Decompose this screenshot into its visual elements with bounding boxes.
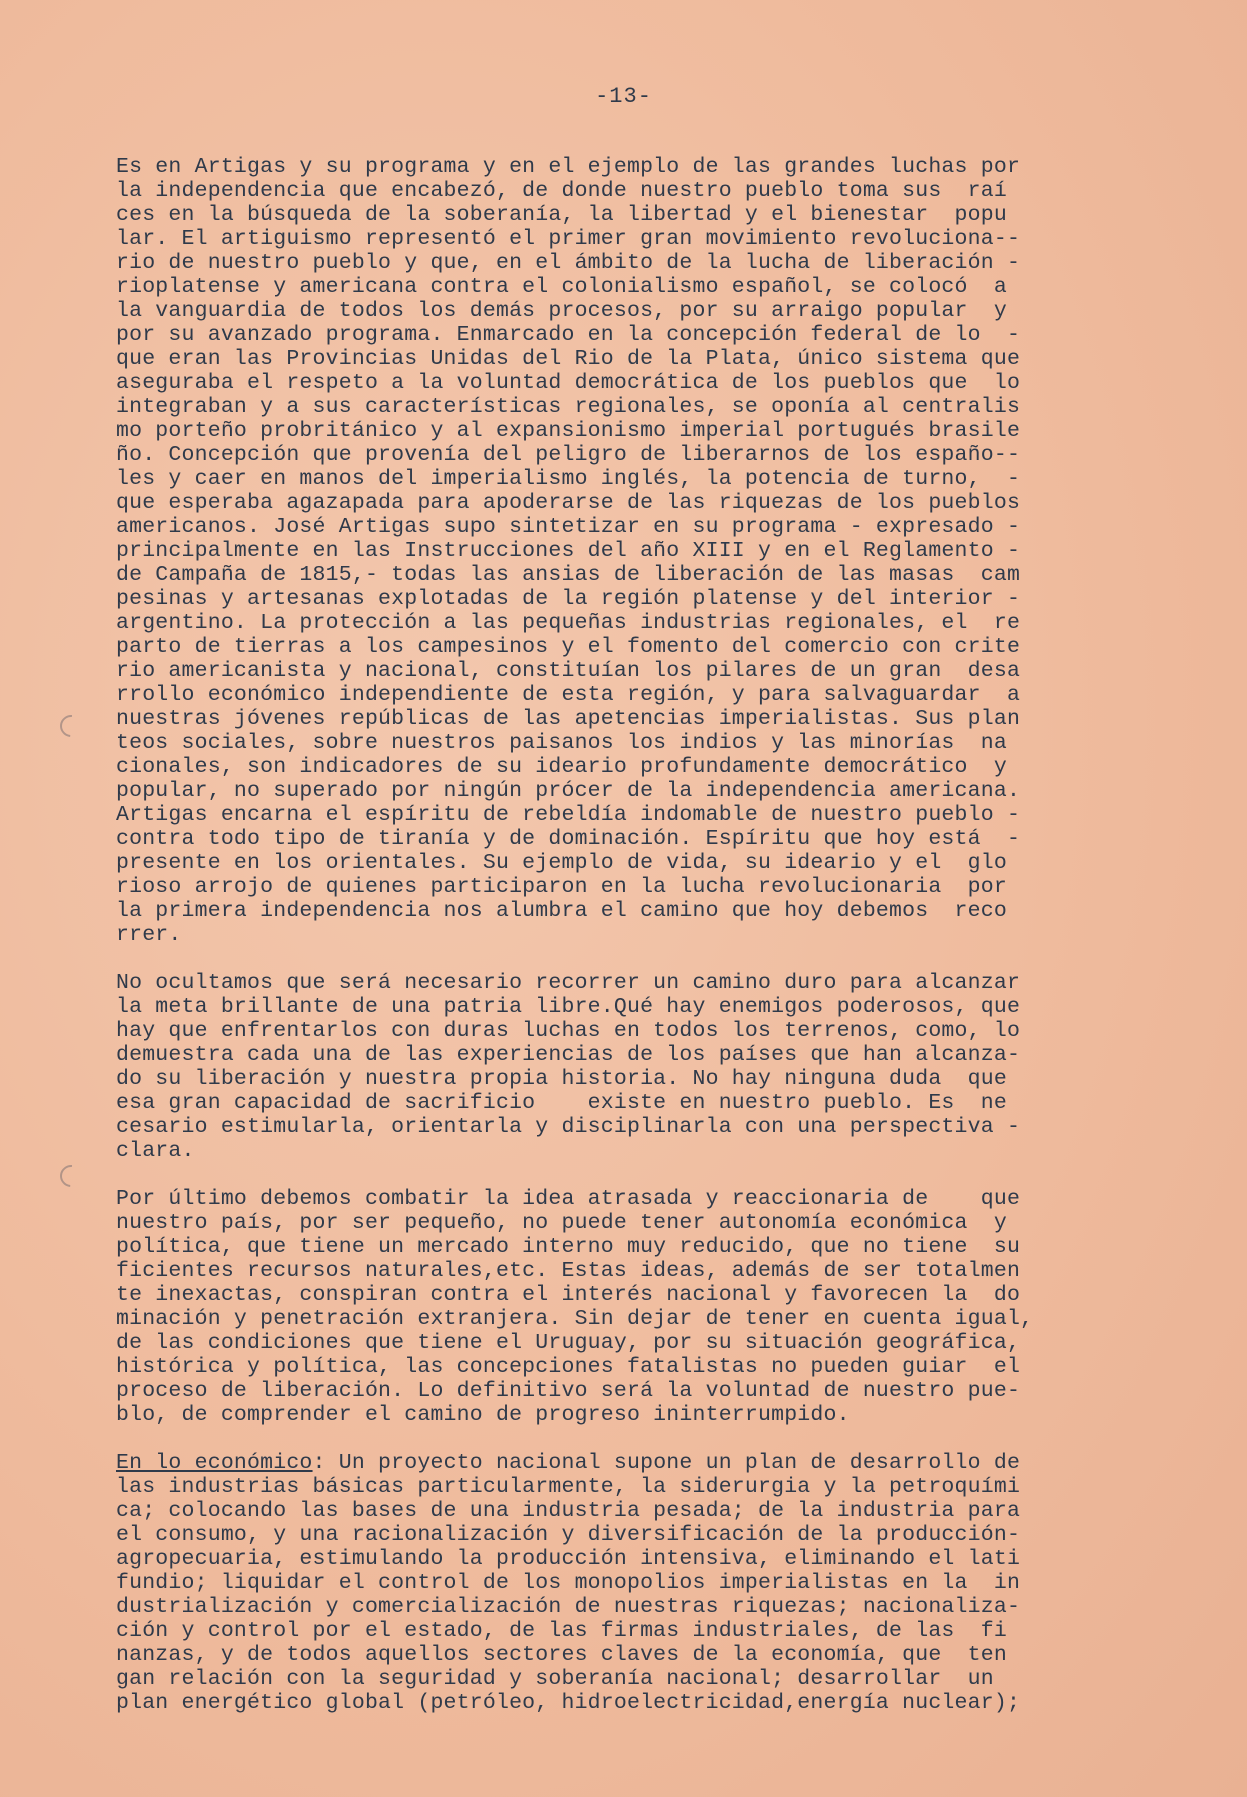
- text-line: la primera independencia nos alumbra el camino que hoy debemos reco: [116, 899, 1007, 923]
- text-line: que eran las Provincias Unidas del Rio de la Plata, único sistema que: [116, 347, 1021, 371]
- text-line: parto de tierras a los campesinos y el fomento del comercio con crite: [116, 635, 1021, 659]
- text-line: blo, de comprender el camino de progreso ininterrumpido.: [116, 1403, 850, 1427]
- text-line: nuestras jóvenes repúblicas de las apetencias imperialistas. Sus plan: [116, 707, 1021, 731]
- text-line: gan relación con la seguridad y soberanía nacional; desarrollar un: [116, 1667, 994, 1691]
- paragraph-camino: [116, 971, 1130, 1163]
- text-line: No ocultamos que será necesario recorrer un camino duro para alcanzar: [116, 971, 1021, 995]
- text-line: la vanguardia de todos los demás procesos, por su arraigo popular y: [116, 299, 1007, 323]
- text-line: nuestro país, por ser pequeño, no puede tener autonomía económica y: [116, 1211, 1007, 1235]
- text-line: ción y control por el estado, de las firmas industriales, de las fi: [116, 1619, 1007, 1643]
- text-line: Es en Artigas y su programa y en el ejemplo de las grandes luchas por: [116, 155, 1021, 179]
- paragraph-autonomia: [116, 1187, 1130, 1427]
- text-line: ño. Concepción que provenía del peligro de liberarnos de los españo--: [116, 443, 1021, 467]
- text-line: fundio; liquidar el control de los monopolios imperialistas en la in: [116, 1571, 1021, 1595]
- text-line: la meta brillante de una patria libre.Qué hay enemigos poderosos, que: [116, 995, 1021, 1019]
- text-line: teos sociales, sobre nuestros paisanos los indios y las minorías na: [116, 731, 1007, 755]
- text-line: ces en la búsqueda de la soberanía, la libertad y el bienestar popu: [116, 203, 1007, 227]
- text-line: clara.: [116, 1139, 195, 1163]
- text-line: el consumo, y una racionalización y diversificación de la producción-: [116, 1523, 1021, 1547]
- text-line: ca; colocando las bases de una industria pesada; de la industria para: [116, 1499, 1021, 1523]
- text-line: proceso de liberación. Lo definitivo será la voluntad de nuestro pue-: [116, 1379, 1021, 1403]
- text-line: presente en los orientales. Su ejemplo de vida, su ideario y el glo: [116, 851, 1007, 875]
- text-line: política, que tiene un mercado interno muy reducido, que no tiene su: [116, 1235, 1021, 1259]
- text-line: americanos. José Artigas supo sintetizar en su programa - expresado -: [116, 515, 1021, 539]
- text-line: lar. El artiguismo representó el primer gran movimiento revoluciona--: [116, 227, 1021, 251]
- document-body: [116, 155, 1130, 1739]
- text-line: las industrias básicas particularmente, la siderurgia y la petroquími: [116, 1475, 1021, 1499]
- text-line: pesinas y artesanas explotadas de la región platense y del interior -: [116, 587, 1021, 611]
- text-line: rioplatense y americana contra el colonialismo español, se colocó a: [116, 275, 1007, 299]
- text-line: rio americanista y nacional, constituían los pilares de un gran desa: [116, 659, 1021, 683]
- text-line: mo porteño probritánico y al expansionismo imperial portugués brasile: [116, 419, 1021, 443]
- text-line: do su liberación y nuestra propia historia. No hay ninguna duda que: [116, 1067, 1007, 1091]
- text-line: integraban y a sus características regionales, se oponía al centralis: [116, 395, 1021, 419]
- text-line: rrer.: [116, 923, 182, 947]
- punch-hole-mark: [56, 1161, 87, 1192]
- paragraph-artigas: [116, 155, 1130, 947]
- punch-hole-mark: [56, 711, 87, 742]
- text-line: aseguraba el respeto a la voluntad democrática de los pueblos que lo: [116, 371, 1021, 395]
- text-line: demuestra cada una de las experiencias de los países que han alcanza-: [116, 1043, 1021, 1067]
- section-heading: En lo económico: [116, 1451, 313, 1475]
- page-number: -13-: [595, 84, 652, 109]
- text-line: minación y penetración extranjera. Sin dejar de tener en cuenta igual,: [116, 1307, 1034, 1331]
- text-line: rrollo económico independiente de esta región, y para salvaguardar a: [116, 683, 1021, 707]
- text-line: contra todo tipo de tiranía y de dominación. Espíritu que hoy está -: [116, 827, 1021, 851]
- text-line: ficientes recursos naturales,etc. Estas ideas, además de ser totalmen: [116, 1259, 1021, 1283]
- text-line: les y caer en manos del imperialismo inglés, la potencia de turno, -: [116, 467, 1021, 491]
- paragraph-economico: [116, 1451, 1130, 1715]
- text-line: dustrialización y comercialización de nuestras riquezas; nacionaliza-: [116, 1595, 1021, 1619]
- text-line: histórica y política, las concepciones fatalistas no pueden guiar el: [116, 1355, 1021, 1379]
- text-line: principalmente en las Instrucciones del año XIII y en el Reglamento -: [116, 539, 1021, 563]
- text-line: rioso arrojo de quienes participaron en la lucha revolucionaria por: [116, 875, 1007, 899]
- text-fragment: : Un proyecto nacional supone un plan de desarrollo de: [312, 1451, 1021, 1475]
- text-line: esa gran capacidad de sacrificio existe en nuestro pueblo. Es ne: [116, 1091, 1007, 1115]
- text-line: de las condiciones que tiene el Uruguay, por su situación geográfica,: [116, 1331, 1021, 1355]
- text-line: te inexactas, conspiran contra el interés nacional y favorecen la do: [116, 1283, 1021, 1307]
- text-line: Por último debemos combatir la idea atrasada y reaccionaria de que: [116, 1187, 1021, 1211]
- text-line: nanzas, y de todos aquellos sectores claves de la economía, que ten: [116, 1643, 1007, 1667]
- text-line: agropecuaria, estimulando la producción intensiva, eliminando el lati: [116, 1547, 1021, 1571]
- text-line: [116, 1451, 1130, 1475]
- text-line: la independencia que encabezó, de donde nuestro pueblo toma sus raí: [116, 179, 1007, 203]
- text-line: popular, no superado por ningún prócer de la independencia americana.: [116, 779, 1021, 803]
- text-line: por su avanzado programa. Enmarcado en la concepción federal de lo -: [116, 323, 1021, 347]
- text-line: que esperaba agazapada para apoderarse de las riquezas de los pueblos: [116, 491, 1021, 515]
- text-line: hay que enfrentarlos con duras luchas en todos los terrenos, como, lo: [116, 1019, 1021, 1043]
- text-line: plan energético global (petróleo, hidroelectricidad,energía nuclear);: [116, 1691, 1021, 1715]
- text-line: argentino. La protección a las pequeñas industrias regionales, el re: [116, 611, 1021, 635]
- text-line: cionales, son indicadores de su ideario profundamente democrático y: [116, 755, 1007, 779]
- text-line: cesario estimularla, orientarla y disciplinarla con una perspectiva -: [116, 1115, 1021, 1139]
- text-line: de Campaña de 1815,- todas las ansias de liberación de las masas cam: [116, 563, 1021, 587]
- text-line: rio de nuestro pueblo y que, en el ámbito de la lucha de liberación -: [116, 251, 1021, 275]
- text-line: Artigas encarna el espíritu de rebeldía indomable de nuestro pueblo -: [116, 803, 1021, 827]
